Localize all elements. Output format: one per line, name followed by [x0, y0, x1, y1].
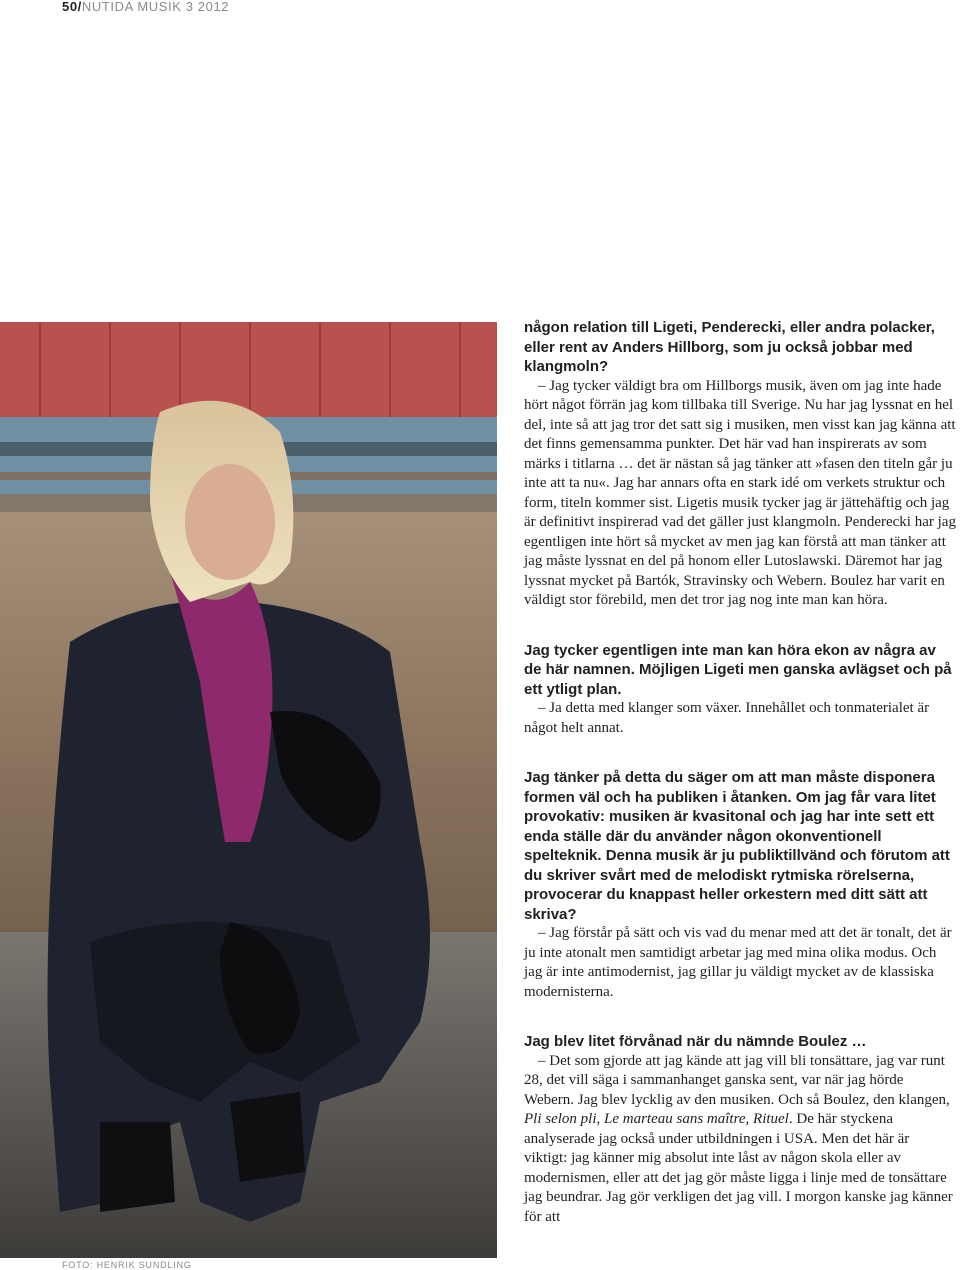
- qa-block-2: [524, 641, 956, 739]
- work-title-pli-selon-pli: Pli selon pli: [524, 1111, 597, 1127]
- qa-block-1: [524, 318, 956, 611]
- answer-4-comma-2: ,: [745, 1111, 754, 1127]
- article-column: [524, 318, 956, 1257]
- page-folio: [62, 0, 229, 14]
- answer-4: [524, 1052, 956, 1228]
- question-2: Jag tycker egentligen inte man kan höra ekon av några av de här namnen. Möjligen Ligeti men ganska avlägset och på ett ytligt plan.: [524, 641, 952, 698]
- work-title-rituel: Rituel: [753, 1111, 789, 1127]
- answer-4-part-1: – Det som gjorde att jag kände att jag vill bli tonsättare, jag var runt 28, det vill säga i sammanhanget ganska sent, var när jag hörde Webern. Jag blev lycklig av den musiken. Och så Boulez, den klangen,: [524, 1052, 950, 1108]
- qa-block-4: [524, 1032, 956, 1227]
- question-1: någon relation till Ligeti, Penderecki, eller andra polacker, eller rent av Anders Hillborg, som ju också jobbar med klangmoln?: [524, 319, 935, 375]
- page-number: 50: [62, 0, 78, 14]
- publication-name: NUTIDA MUSIK 3 2012: [81, 0, 230, 14]
- answer-4-comma: ,: [596, 1111, 604, 1127]
- answer-4-part-2: . De här styckena analyserade jag också under utbildningen i USA. Men det här är viktigt: jag känner mig absolut inte låst av någon skola eller av modernismen, eller att det jag gör måste ligga i linje med de tonsättare jag beundrar. Jag gör verkligen det jag vill. I morgon kanske jag känner för att: [524, 1111, 953, 1225]
- answer-3: – Jag förstår på sätt och vis vad du menar med att det är tonalt, det är ju inte atonalt men samtidigt arbetar jag med mina olika modus. Och jag är inte antimodernist, jag gillar ju väldigt mycket av de klassiska modernisterna.: [524, 925, 952, 1000]
- work-title-le-marteau: Le marteau sans maître: [604, 1111, 746, 1127]
- photo-credit: FOTO: HENRIK SUNDLING: [62, 1260, 192, 1270]
- question-3: Jag tänker på detta du säger om att man måste disponera formen väl och ha publiken i åtanken. Om jag får vara litet provokativ: musiken är kvasitonal och jag har inte sett ett enda ställe där du använder någon okonventionell spelteknik. Denna musik är ju publiktillvänd och förutom att du skriver svårt med de melodiskt rytmiska rörelserna, provocerar du knappast heller orkestern med ditt sätt att skriva?: [524, 769, 950, 923]
- answer-2: – Ja detta med klanger som växer. Innehållet och tonmaterialet är något helt annat.: [524, 700, 930, 736]
- folio-separator: /: [77, 0, 82, 14]
- qa-block-3: [524, 768, 956, 1002]
- portrait-photo: [0, 322, 497, 1258]
- question-4: Jag blev litet förvånad när du nämnde Boulez …: [524, 1033, 867, 1050]
- answer-1: – Jag tycker väldigt bra om Hillborgs musik, även om jag inte hade hört något förrän jag kom tillbaka till Sverige. Nu har jag lyssnat en hel del, inte så att jag tror det satt sig i musiken, men visst kan jag känna att det finns gemensamma punkter. Det här vad han inspirerats av som märks i titlarna … det är nästan så jag tänker att »fasen den titeln går ju inte att ta nu«. Jag har annars ofta en stark idé om verkets struktur och form, titeln kommer sist. Ligetis musik tycker jag är jättehäftig och jag är definitivt inspirerad vad det gäller just klangmoln. Penderecki har jag egentligen inte hört så mycket av men jag kan förstå att man tänker att jag måste lyssnat en del på honom eller Lutoslawski. Däremot har jag lyssnat mycket på Bartók, Stravinsky och Webern. Boulez har varit en väldigt stor förebild, men det tror jag nog inte man kan höra.: [524, 377, 956, 608]
